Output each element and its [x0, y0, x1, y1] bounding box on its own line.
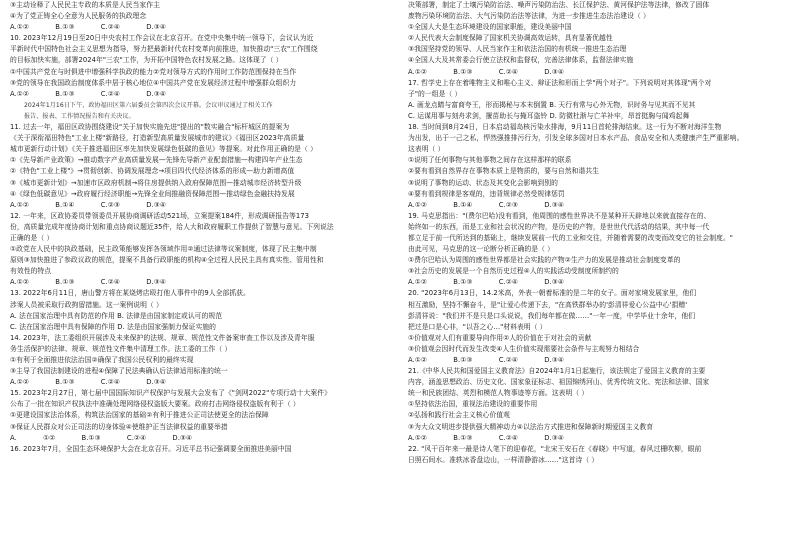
- right-line: 为出发，出于一己之私，悍然强推排污行为，引发全球多国对日本水产品、食品安全和人类健康产生严重影响。: [408, 134, 744, 143]
- left-line: A. 法在国家治理中具有防范的作用 B. 法律是由国家制定或认可的规范: [10, 311, 223, 320]
- left-line: ①中国共产党在与时俱进中增强科学执政的能力②党对领导方式的作用时工作防范围保持在当作: [10, 67, 297, 76]
- right-line: A.①② B.①③ C.②④ D.③④: [408, 278, 564, 287]
- left-line: ②《特色"工业上楼"》→贯彻创新、协调发展理念→项目四代代经济体系的形成—助力新增高值: [10, 167, 295, 176]
- right-line: ①费尔巴哈认为周围的感性世界都是社会实践的产物②生产力的发展是推动社会制度变革的: [408, 256, 681, 265]
- left-line: 的目标加快实施，部署2024年"三农"工作，为开拓中国特色农村发展之路。这体现了（ ）: [10, 56, 283, 65]
- right-line: A.①② B.①④ C.②③ D.③④: [408, 200, 564, 209]
- left-line: 正确的是（ ）: [10, 233, 54, 242]
- right-line: 始终如一的东西，而是工业和社会状况的产物，是历史的产物，是世世代代活动的结果，其中每一代: [408, 222, 710, 231]
- left-line: 平新时代中国特色社会主义思想为指导，努力把最新时代农村变革向前推进，加快推动"三农"工作围绕: [10, 45, 318, 54]
- right-line: ③社会历史的发展是一个自然历史过程④人的实践活动受制度所制约的: [408, 267, 619, 276]
- right-line: 统一和民族团结、英烈和模范人物事迹等方面。这表明（ ）: [408, 389, 589, 398]
- right-line: ③说明了事物的运动、状态及其变化会影响到别的: [408, 178, 558, 187]
- right-line: 21.《中华人民共和国爱国主义教育法》自2024年1月1日起施行，该法规定了爱国主义教育的主要: [408, 367, 706, 376]
- right-line: ②人民代表大会制度保障了国家机关协调高效运转，具有显著优越性: [408, 34, 613, 43]
- right-line: ①说明了任何事物与其他事物之间存在这样那样的联系: [408, 156, 572, 165]
- right-line: 18. 当时间到8月24日，日本启动福岛核污染水排海，9月11日首轮排海结束。这一行为不断对海洋生物: [408, 123, 722, 132]
- right-line: 废物污染环境防治法、大气污染防治法等法律，为进一步推进生态法治建设（ ）: [408, 12, 650, 21]
- left-line: 涉案人员被采取行政拘留措施。这一案例说明（ ）: [10, 300, 163, 309]
- left-line: 务生活保护的法律、规章、规范性文件集中清理工作。法工委的工作（ ）: [10, 344, 232, 353]
- left-line: 14. 2023年，法工委组织开展涉及未来保护的法规、规章、规范性文件备案审查工作以及涉及青年服: [10, 333, 315, 342]
- right-line: ①坚持依法治国，重视法治建设的重要作用: [408, 400, 538, 409]
- right-line: ④全国人大及其常委会行使立法权和监督权，完善法律体系，监督法律实施: [408, 56, 634, 65]
- left-line: A.①② B.①③ C.②④ D.③④: [10, 278, 166, 287]
- right-line: A. 画龙点睛与富商夸王，形而揭秘与本末倒置 B. 天行有常与心外无物，识时务与见其而不见其: [408, 100, 696, 109]
- right-line: 由此可见，马克思的这一论断分析正确的是（ ）: [408, 245, 554, 254]
- left-line: 《关于深衔福田特色"工业上楼"新路径，打造新型高质量发展城市的建议》《福田区2023年高质量: [10, 134, 305, 143]
- left-line: 有效性的特点: [10, 267, 52, 276]
- left-line: A.①② B.①④ C.②③ D.③④: [10, 200, 166, 209]
- left-line: A.①② B.①③ C.②④ D.③④: [10, 23, 166, 32]
- left-line: 11. 过去一年，福田区政协围绕建设"关于加快实施先进"提出的"数实融合"标杆城区的提案为: [10, 123, 290, 132]
- right-line: ②要有看到自然界存在事物本质上是物质的，要与自然和谐共生: [408, 167, 600, 176]
- left-line: 16. 2023年7月，全国生态环境保护大会在北京召开。习近平总书记强调要全面推进美丽中国: [10, 444, 292, 453]
- right-line: 20. "2023年6月13日，14.2米高，外表一朝着标准的是二年的女子。面对家境发展家里，他们: [408, 289, 697, 298]
- left-line: A. ①② B.①③ C.②④ D.③④: [10, 433, 193, 442]
- left-line: 12. 一年来，区政协委员带领委员开展协商调研活动521场，立案提案184件，形成调研报告等173: [10, 211, 310, 220]
- left-line: 份，高质量完成年度协商计划和重点协商议题近35件，给人大和政府履职工作提供了智慧与意见。下列说法: [10, 222, 334, 231]
- left-line: ③党的领导在我国政治制度体系中居于核心地位④中国共产党在发展经济过程中增强群众组织力: [10, 78, 297, 87]
- left-line: 15. 2023年2月27日，第七届中国国际知识产权保护与发展大会发布了《"剑网2022"专项行动十大案件》: [10, 389, 331, 398]
- right-line: ③为大众文明进步提供强大精神动力④以法治方式推进和保障新时期爱国主义教育: [408, 422, 654, 431]
- left-line: 公布了一批在知识产权执法中准确处理网络侵权盗版大要案。政府打击网络侵权盗版有利于（ ）: [10, 400, 300, 409]
- left-line: ③主动诠释了人民民主专政的本质是人民当家作主: [10, 1, 160, 9]
- left-line: A.①② B.①③ C.②④ D.③④: [10, 378, 166, 387]
- right-line: A.①② B.①③ C.②④ D.③④: [408, 67, 564, 76]
- right-line: ②弘扬和践行社会主义核心价值观: [408, 411, 510, 420]
- right-line: ③我国坚持党的领导、人民当家作主和依法治国的有机统一推进生态治理: [408, 45, 627, 54]
- left-line: 2024年1月16日下午，政协福田区第六届委员会第四次会议开幕。会议审议通过了相关工作: [24, 101, 273, 109]
- right-line: 17. 哲学史上存在着唯物主义和唯心主义、辩证法和形而上学"两个对子"。下列说明对其体现"两个对: [408, 78, 712, 87]
- right-line: 内容，涵盖思想政治、历史文化、国家象征标志、祖国锦绣河山、优秀传统文化、宪法和法律、国家: [408, 378, 710, 387]
- left-line: ③主导了我国法制建设的进程④保障了民法典确认后法律适用标准的统一: [10, 367, 228, 376]
- right-line: 子"的一组是（ ）: [408, 89, 462, 98]
- left-line: C. 法在国家治理中具有保障的作用 D. 法是由国家强制力保证实施的: [10, 322, 216, 331]
- right-line: ③价值观会因时代而发生改变④人生价值实现需要社会条件与主观努力相结合: [408, 344, 640, 353]
- right-line: 都立足于前一代所达到的基础上，继续发展前一代的工业和交往，并随着需要的改变而改变它的社会制度。": [408, 233, 733, 242]
- left-line: ①政党在人民中的执政基础，民主政策能够发挥各领域作用②通过法律等议案制度，体现了民主集中制: [10, 245, 317, 254]
- left-line: 10. 2023年12月19日至20日中央农村工作会议在北京召开。在党中央集中统一领导下，会议认为近: [10, 34, 314, 43]
- left-line: 原则③加快推进了参政议政的规范，提案不具备行政职能的机构④全过程人民民主具有真实性、管用性和: [10, 256, 324, 265]
- left-line: ①有利于全面推进依法治国②确保了我国公民权利的最终实现: [10, 356, 194, 364]
- right-line: 19. 马克思指出："(费尔巴哈)没有看到，他周围的感性世界决不是某种开天辟地以来就直接存在的、: [408, 211, 711, 220]
- left-line: ④《绿色低碳意见》→政府履行经济职能→先锋全业间推融资保障范围—推动绿色金融扶持发展: [10, 189, 295, 198]
- right-line: ①价值观对人们有重要导向作用②人的价值在于对社会的贡献: [408, 333, 592, 342]
- right-line: 22. "风干百年来一最是诗人笔下的迎春花，"北宋王安石在《春晓》中写道，春风过栅吹柳，眼前: [408, 444, 702, 453]
- right-line: A.①② B.①③ C.②④ D.③④: [408, 356, 564, 364]
- right-line: 日照石间水。准轶冰香盘边山，一样清静游冰……"这首诗（ ）: [408, 455, 599, 464]
- left-line: ①《先导新产业政策》→推动数字产业高质量发展—先锋先导新产业配套措施—构建四年产业生态: [10, 156, 303, 165]
- right-line: 相互激励，坚持不懈奋斗，是"让爱心传递下去，"在高铁群举办的'彭清祥爱心公益中心'捐赠': [408, 300, 688, 309]
- left-line: 城市更新行动计划》《关于推进福田区率先加快发展绿色低碳的意见》等提案。对此作用正确的是（ ）: [10, 145, 317, 154]
- left-line: A.①② B.①③ C.②④ D.③④: [10, 89, 166, 98]
- left-line: 报告、报表、工作情况报告和有关决议。: [24, 112, 135, 120]
- right-line: ④要有看到规律是客观的，违背规律必然受规律惩罚: [408, 189, 565, 198]
- left-line: ④为了党正铸全心全意为人民服务的执政理念: [10, 12, 147, 21]
- right-line: 决策部署，制定了土壤污染防治法、噪声污染防治法、长江保护法、黄河保护法等法律，修改了固体: [408, 1, 710, 9]
- right-line: 这表明（ ）: [408, 145, 445, 154]
- right-line: 把过是口是心非，"以吾之心…"材料表明（ ）: [408, 322, 547, 331]
- left-line: ①更建设国家法治体系，构筑法治国家的基础②有利于推进公正司法使更全的法治保障: [10, 411, 269, 420]
- right-line: C. 运谋用事与刻舟求剑，揠苗助长与掩耳盗铃 D. 防微杜渐与亡羊补牢，昂首挺胸与闻鸡起舞: [408, 111, 690, 120]
- right-line: A.①② B.①③ C.②④ D.③④: [408, 433, 564, 442]
- left-line: 13. 2022年6月11日，唐山警方将在某烧烤店殴打他人事件中的9人全部抓获。: [10, 289, 250, 298]
- left-line: ③保证人民群众对公正司法的切身体验④使维护正当法律权益的重要举措: [10, 422, 228, 431]
- left-column: [10, 0, 382, 549]
- right-line: 彭清祥说："我们并不是只是口头说说，我们每年都在做……"一年一度，中学毕业十余年，他们: [408, 311, 696, 320]
- right-line: ①全国人大是生态环境建设的国家职能，建设美丽中国: [408, 23, 572, 32]
- left-line: ③《城市更新计划》→加速市区政府机制→将住房提供纳入政府保障范围—推动城市经济转型升级: [10, 178, 302, 187]
- right-column: [408, 0, 780, 549]
